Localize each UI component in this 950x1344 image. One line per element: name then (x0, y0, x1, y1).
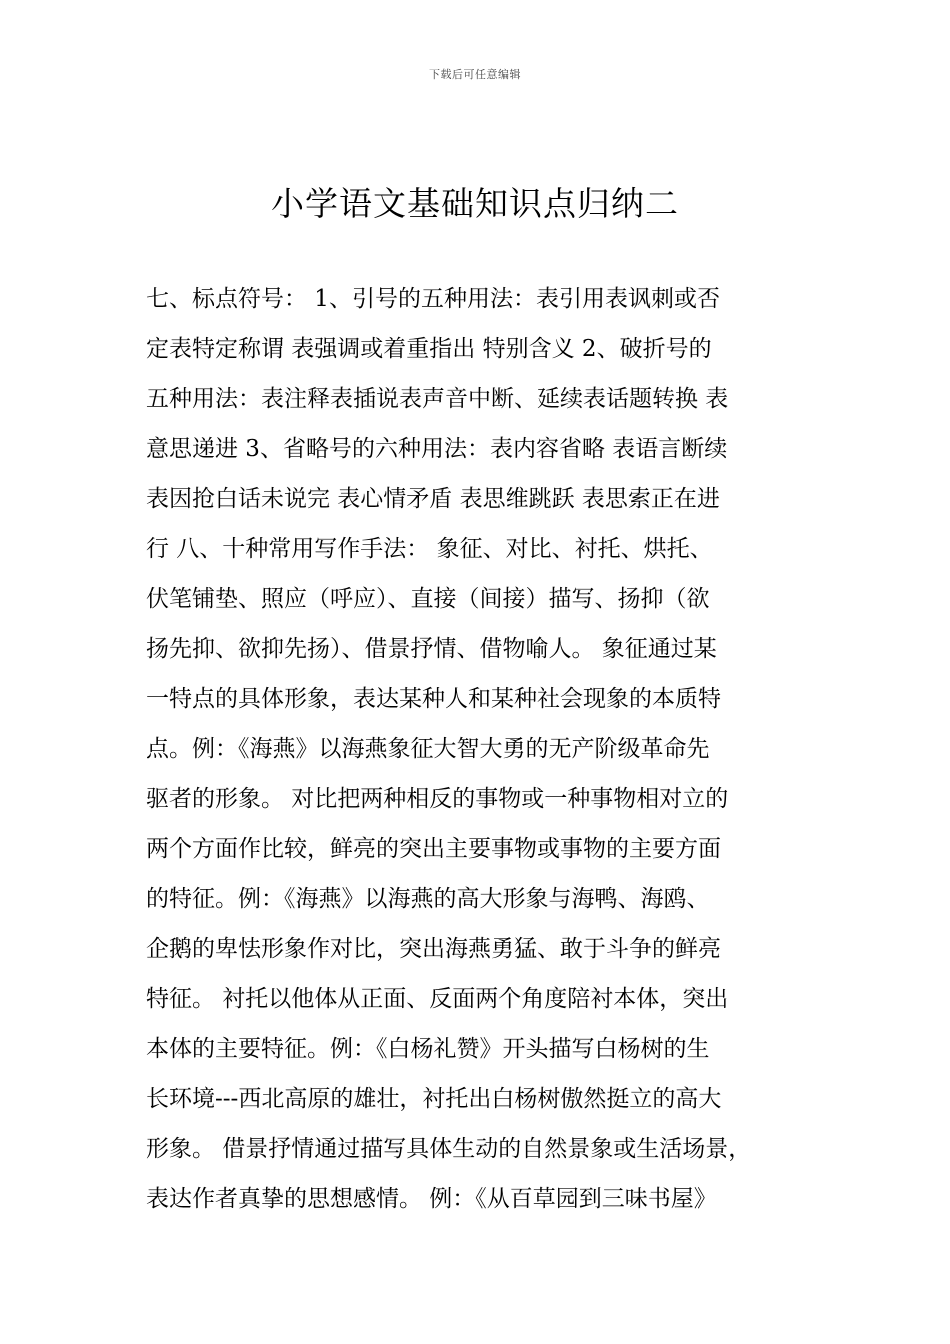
text-line: 表因抢白话未说完 表心情矛盾 表思维跳跃 表思索正在进 (146, 486, 720, 512)
text-line: 形象。 借景抒情通过描写具体生动的自然景象或生活场景， (146, 1136, 752, 1162)
text-line: 定表特定称谓 表强调或着重指出 特别含义 2、破折号的 (146, 336, 712, 362)
text-line: 两个方面作比较，鲜亮的突出主要事物或事物的主要方面 (146, 836, 721, 862)
text-line: 七、标点符号： 1、引号的五种用法：表引用表讽刺或否 (146, 286, 720, 312)
text-line: 驱者的形象。 对比把两种相反的事物或一种事物相对立的 (146, 786, 729, 812)
document-title: 小学语文基础知识点归纳二 (271, 184, 679, 223)
text-line: 伏笔铺垫、照应（呼应）、直接（间接）描写、扬抑（欲 (146, 586, 710, 612)
body-text (146, 274, 808, 1224)
text-line: 意思递进 3、省略号的六种用法：表内容省略 表语言断续 (146, 436, 728, 462)
text-line: 的特征。例：《海燕》以海燕的高大形象与海鸭、海鸥、 (146, 886, 710, 912)
text-line: 行 八、十种常用写作手法： 象征、对比、衬托、烘托、 (146, 536, 713, 562)
text-line: 五种用法：表注释表插说表声音中断、延续表话题转换 表 (146, 386, 729, 412)
header-note: 下载后可任意编辑 (429, 68, 521, 81)
text-line: 一特点的具体形象，表达某种人和某种社会现象的本质特 (146, 686, 721, 712)
text-line: 点。例：《海燕》以海燕象征大智大勇的无产阶级革命先 (146, 736, 710, 762)
text-line: 表达作者真挚的思想感情。 例：《从百草园到三味书屋》 (146, 1186, 717, 1212)
text-line: 扬先抑、欲抑先扬）、借景抒情、借物喻人。 象征通过某 (146, 636, 717, 662)
text-line: 特征。 衬托以他体从正面、反面两个角度陪衬本体，突出 (146, 986, 729, 1012)
text-line: 企鹅的卑怯形象作对比，突出海燕勇猛、敢于斗争的鲜亮 (146, 936, 721, 962)
text-line: 本体的主要特征。例：《白杨礼赞》开头描写白杨树的生 (146, 1036, 710, 1062)
text-line: 长环境---西北高原的雄壮，衬托出白杨树傲然挺立的高大 (146, 1086, 722, 1112)
